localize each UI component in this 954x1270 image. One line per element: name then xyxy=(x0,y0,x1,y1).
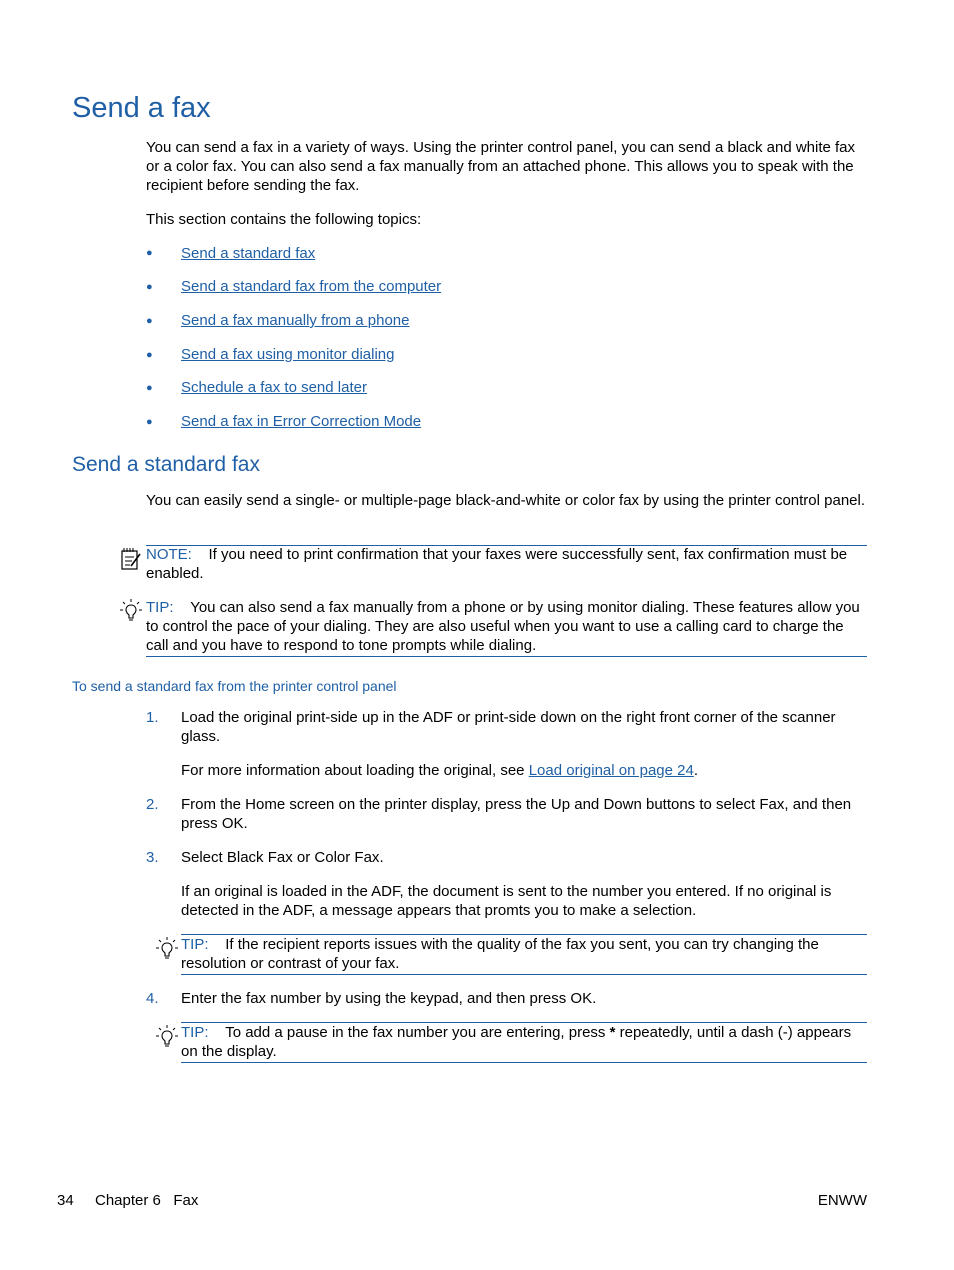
procedure-title: To send a standard fax from the printer control panel xyxy=(72,678,397,694)
tip-rule xyxy=(181,1062,867,1063)
tip-label: TIP: xyxy=(181,936,209,953)
bullet: ● xyxy=(146,382,153,394)
step-text: or xyxy=(292,849,315,866)
step-4-text xyxy=(181,989,871,1008)
tip-label: TIP: xyxy=(181,1024,209,1041)
asterisk-key: * xyxy=(609,1024,616,1041)
page-title: Send a fax xyxy=(72,92,211,124)
page-number: 34 xyxy=(57,1192,74,1209)
step-text: , and then press xyxy=(181,796,852,832)
tip-text: You can also send a fax manually from a phone or by using monitor dialing. These features allow you to control the pace of your dialing. They are also useful when you want to use a calling card to charge the call and you have to respond to tone prompts while dialing. xyxy=(146,599,860,654)
tip-rule xyxy=(146,656,867,657)
black-fax-label: Black Fax xyxy=(226,849,293,866)
more-suffix: . xyxy=(693,762,699,779)
ok-button-label: OK xyxy=(570,990,593,1007)
step-3-detail: If an original is loaded in the ADF, the document is sent to the number you entered. If no original is detected in the ADF, a message appears that promts you to make a selection. xyxy=(181,883,832,919)
step-1-more xyxy=(181,761,871,780)
step-number: 2. xyxy=(146,796,159,813)
topic-link[interactable]: Send a standard fax from the computer xyxy=(181,278,442,295)
tip-text: repeatedly, until a dash (-) appears on the display. xyxy=(181,1024,852,1060)
tip-text: To add a pause in the fax number you are entering, press xyxy=(225,1024,610,1041)
topics-intro: This section contains the following topics: xyxy=(146,211,422,228)
locale-label: ENWW xyxy=(817,1192,867,1209)
chapter-label: Chapter 6 Fax xyxy=(95,1192,199,1209)
topic-link[interactable]: Send a fax using monitor dialing xyxy=(181,346,395,363)
step-text: buttons to select xyxy=(641,796,760,813)
tip-rule xyxy=(181,974,867,975)
step-number: 1. xyxy=(146,709,159,726)
step-2-text xyxy=(181,795,871,833)
lightbulb-icon xyxy=(155,1024,179,1050)
topic-link[interactable]: Send a standard fax xyxy=(181,245,316,262)
step-text: and xyxy=(570,796,604,813)
bullet: ● xyxy=(146,247,153,259)
step-number: 4. xyxy=(146,990,159,1007)
fax-option-label: Fax xyxy=(759,796,785,813)
step-text: . xyxy=(243,815,248,832)
topic-link[interactable]: Send a fax in Error Correction Mode xyxy=(181,413,422,430)
lightbulb-icon xyxy=(155,936,179,962)
up-button-label: Up xyxy=(550,796,571,813)
tip-label: TIP: xyxy=(146,599,174,616)
note-label: NOTE: xyxy=(146,546,192,563)
bullet: ● xyxy=(146,349,153,361)
step-text: Select xyxy=(181,849,227,866)
tip-block xyxy=(181,1023,871,1061)
note-icon xyxy=(119,546,143,572)
step-text: Enter the fax number by using the keypad, and then press xyxy=(181,990,571,1007)
down-button-label: Down xyxy=(603,796,642,813)
step-1-text: Load the original print-side up in the ADF or print-side down on the right front corner of the scanner glass. xyxy=(181,709,836,745)
step-text: . xyxy=(379,849,384,866)
note-block xyxy=(146,545,870,583)
note-text: If you need to print confirmation that your faxes were successfully sent, fax confirmation must be enabled. xyxy=(146,546,848,582)
topic-link[interactable]: Send a fax manually from a phone xyxy=(181,312,410,329)
step-text: . xyxy=(592,990,597,1007)
intro-paragraph: You can send a fax in a variety of ways. Using the printer control panel, you can send a black and white fax or a color fax. You can also send a fax manually from an attached phone. This allows you to speak with the recipient before sending the fax. xyxy=(146,139,856,194)
tip-block xyxy=(181,935,871,973)
bullet: ● xyxy=(146,416,153,428)
step-3-text xyxy=(181,848,871,867)
bullet: ● xyxy=(146,281,153,293)
step-number: 3. xyxy=(146,849,159,866)
topic-link[interactable]: Schedule a fax to send later xyxy=(181,379,367,396)
color-fax-label: Color Fax xyxy=(314,849,380,866)
step-text: From the Home screen on the printer display, press the xyxy=(181,796,551,813)
lightbulb-icon xyxy=(119,598,143,624)
section-intro: You can easily send a single- or multiple-page black-and-white or color fax by using the printer control panel. xyxy=(146,492,866,509)
section-title: Send a standard fax xyxy=(72,453,260,476)
tip-text: If the recipient reports issues with the quality of the fax you sent, you can try changing the resolution or contrast of your fax. xyxy=(181,936,819,972)
more-prefix: For more information about loading the original, see xyxy=(181,762,529,779)
ok-button-label: OK xyxy=(221,815,244,832)
bullet: ● xyxy=(146,315,153,327)
load-original-link[interactable]: Load original on page 24 xyxy=(528,762,694,779)
tip-block xyxy=(146,598,870,655)
